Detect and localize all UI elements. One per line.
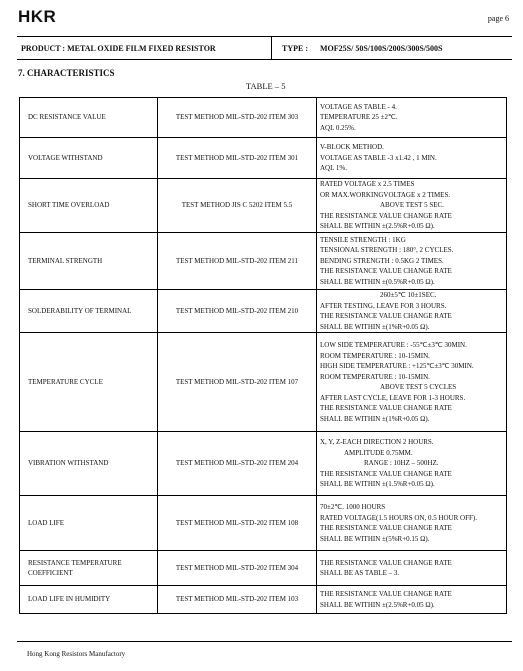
condition-line: OR MAX.WORKINGVOLTAGE x 2 TIMES. [320, 190, 451, 199]
table-row [20, 551, 507, 586]
condition-line: SHALL BE WITHIN ±(2.5%R+0.05 Ω). [320, 222, 435, 231]
test-condition [317, 290, 507, 333]
table-row [20, 290, 507, 333]
characteristics-table [19, 97, 507, 614]
condition-line: SHALL BE WITHIN ±(1.5%R+0.05 Ω). [320, 480, 435, 489]
table-row [20, 98, 507, 138]
test-item: DC RESISTANCE VALUE [20, 98, 158, 138]
test-item: VIBRATION WITHSTAND [20, 432, 158, 496]
condition-line: THE RESISTANCE VALUE CHANGE RATE [320, 267, 452, 276]
test-item: LOAD LIFE IN HUMIDITY [20, 586, 158, 614]
condition-line: SHALL BE WITHIN ±(5%R+0.15 Ω). [320, 534, 430, 543]
test-item: VOLTAGE WITHSTAND [20, 138, 158, 179]
table-row [20, 333, 507, 432]
table-row [20, 233, 507, 290]
section-title: 7. CHARACTERISTICS [18, 68, 115, 78]
test-item: TERMINAL STRENGTH [20, 233, 158, 290]
test-method: TEST METHOD MIL-STD-202 ITEM 304 [158, 551, 317, 586]
test-condition [317, 496, 507, 551]
condition-line: THE RESISTANCE VALUE CHANGE RATE [320, 469, 452, 478]
test-method: TEST METHOD JIS C 5202 ITEM 5.5 [158, 179, 317, 233]
condition-line: VOLTAGE AS TABLE -3 x1.42 , 1 MIN. [320, 153, 437, 162]
test-condition [317, 586, 507, 614]
condition-line: ABOVE TEST 5 SEC. [380, 201, 444, 210]
condition-line: THE RESISTANCE VALUE CHANGE RATE [320, 211, 452, 220]
type-cell [272, 37, 442, 59]
test-method: TEST METHOD MIL-STD-202 ITEM 108 [158, 496, 317, 551]
condition-line: SHALL BE WITHIN ±(1%R+0.05 Ω). [320, 414, 430, 423]
test-item: SHORT TIME OVERLOAD [20, 179, 158, 233]
product-header [17, 36, 512, 60]
table-row [20, 432, 507, 496]
product-label: PRODUCT : METAL OXIDE FILM FIXED RESISTOR [17, 37, 272, 59]
condition-line: ABOVE TEST 5 CYCLES [380, 383, 457, 391]
test-item: TEMPERATURE CYCLE [20, 333, 158, 432]
test-method: TEST METHOD MIL-STD-202 ITEM 301 [158, 138, 317, 179]
condition-line: THE RESISTANCE VALUE CHANGE RATE [320, 590, 452, 598]
test-condition [317, 551, 507, 586]
condition-line: SHALL BE WITHIN ±(1%R+0.05 Ω). [320, 322, 430, 331]
condition-line: RANGE : 10HZ – 500HZ. [364, 459, 439, 468]
condition-line: THE RESISTANCE VALUE CHANGE RATE [320, 312, 452, 320]
test-condition [317, 138, 507, 179]
condition-line: TENSILE STRENGTH : 1KG [320, 235, 406, 244]
condition-line: HIGH SIDE TEMPERATURE : +125℃±3℃ 30MIN. [320, 362, 474, 370]
condition-line: V-BLOCK METHOD. [320, 143, 384, 152]
test-method: TEST METHOD MIL-STD-202 ITEM 211 [158, 233, 317, 290]
type-label: TYPE : [282, 43, 308, 53]
condition-line: AQL 1%. [320, 164, 347, 173]
condition-line: RATED VOLTAGE(1.5 HOURS ON, 0.5 HOUR OFF). [320, 513, 477, 522]
page-number: page 6 [487, 14, 509, 23]
test-condition [317, 179, 507, 233]
condition-line: AFTER LAST CYCLE, LEAVE FOR 1-3 HOURS. [320, 393, 466, 402]
test-condition [317, 98, 507, 138]
condition-line: LOW SIDE TEMPERATURE : -55℃±3℃ 30MIN. [320, 341, 467, 349]
condition-line: AQL 0.25%. [320, 123, 356, 132]
test-condition [317, 333, 507, 432]
condition-line: THE RESISTANCE VALUE CHANGE RATE [320, 404, 452, 412]
condition-line: AMPLITUDE 0.75MM. [344, 448, 413, 457]
condition-line: 260±5℃ 10±1SEC. [380, 291, 437, 299]
condition-line: TEMPERATURE 25 ±2℃. [320, 113, 398, 122]
condition-line: SHALL BE WITHIN ±(2.5%R+0.05 Ω). [320, 600, 435, 609]
condition-line: X, Y, Z-EACH DIRECTION 2 HOURS. [320, 438, 434, 447]
condition-line: ROOM TEMPERATURE : 10-15MIN. [320, 372, 430, 381]
condition-line: ROOM TEMPERATURE : 10-15MIN. [320, 351, 430, 360]
test-item: SOLDERABILITY OF TERMINAL [20, 290, 158, 333]
condition-line: VOLTAGE AS TABLE - 4. [320, 102, 397, 111]
type-value: MOF25S/ 50S/100S/200S/300S/500S [320, 43, 443, 53]
test-condition [317, 233, 507, 290]
condition-line: AFTER TESTING, LEAVE FOR 3 HOURS. [320, 301, 447, 310]
table-caption: TABLE – 5 [246, 81, 286, 91]
condition-line: SHALL BE AS TABLE – 3. [320, 569, 400, 577]
table-row [20, 179, 507, 233]
test-method: TEST METHOD MIL-STD-202 ITEM 210 [158, 290, 317, 333]
condition-line: THE RESISTANCE VALUE CHANGE RATE [320, 524, 452, 532]
footer-company: Hong Kong Resistors Manufactory [27, 650, 126, 658]
company-logo: HKR [18, 7, 57, 26]
condition-line: TENSIONAL STRENGTH : 180°, 2 CYCLES. [320, 246, 454, 255]
test-method: TEST METHOD MIL-STD-202 ITEM 204 [158, 432, 317, 496]
test-condition [317, 432, 507, 496]
footer [17, 641, 512, 658]
condition-line: SHALL BE WITHIN ±(0.5%R+0.05 Ω). [320, 277, 435, 286]
condition-line: RATED VOLTAGE x 2.5 TIMES [320, 180, 415, 189]
test-method: TEST METHOD MIL-STD-202 ITEM 103 [158, 586, 317, 614]
condition-line: 70±2℃. 1000 HOURS [320, 503, 386, 511]
test-method: TEST METHOD MIL-STD-202 ITEM 303 [158, 98, 317, 138]
condition-line: BENDING STRENGTH : 0.5KG 2 TIMES. [320, 256, 444, 265]
condition-line: THE RESISTANCE VALUE CHANGE RATE [320, 558, 452, 567]
test-method: TEST METHOD MIL-STD-202 ITEM 107 [158, 333, 317, 432]
test-item: RESISTANCE TEMPERATURE COEFFICIENT [20, 551, 158, 586]
table-row [20, 496, 507, 551]
table-row [20, 138, 507, 179]
table-row [20, 586, 507, 614]
test-item: LOAD LIFE [20, 496, 158, 551]
